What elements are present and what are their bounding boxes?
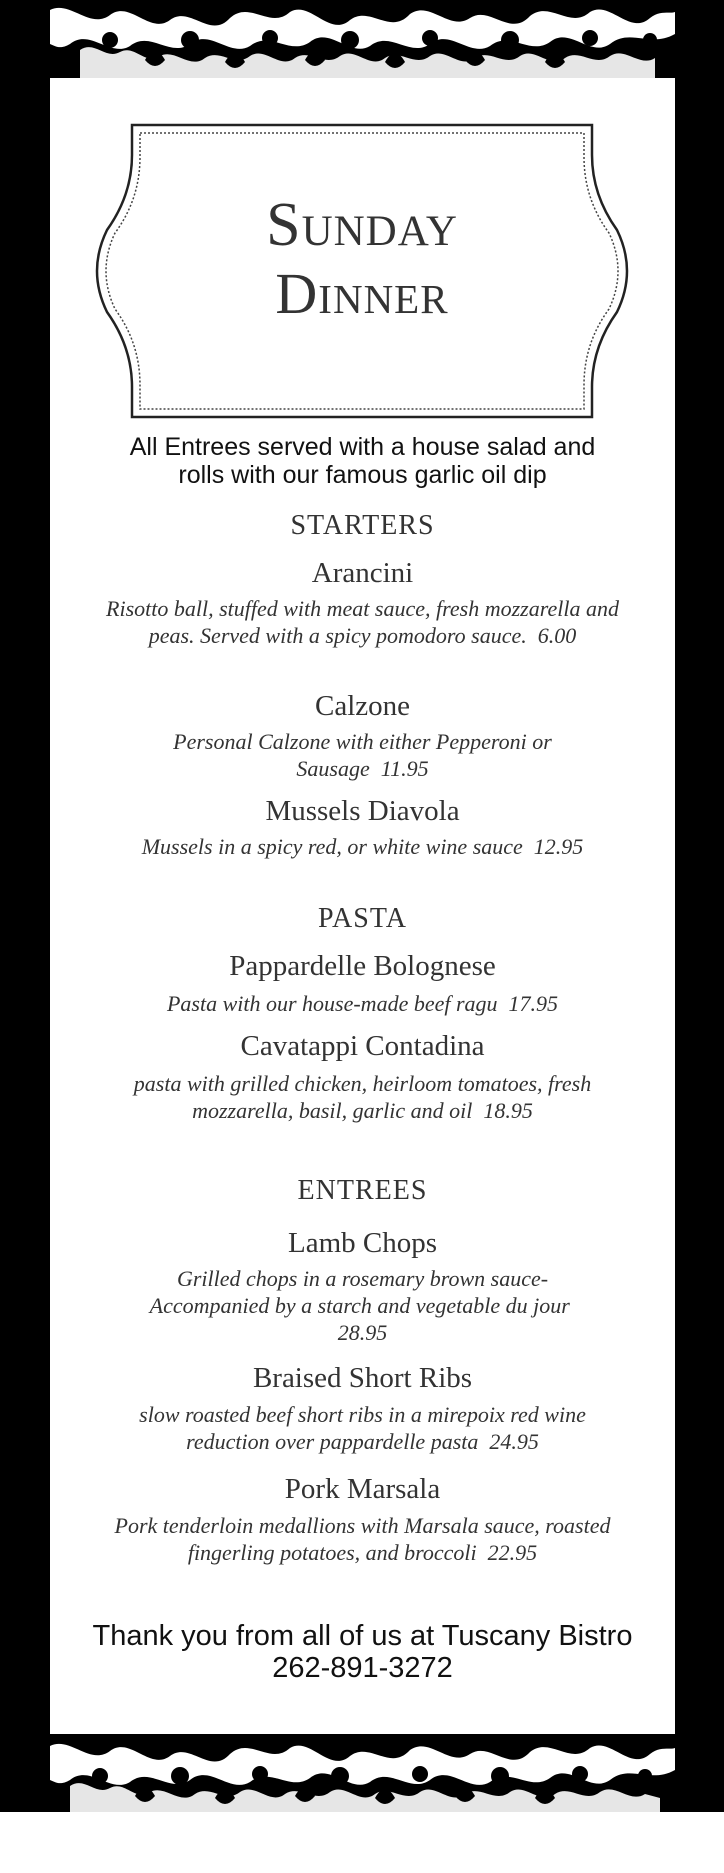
right-border [675,0,724,1812]
item-price: 11.95 [380,756,429,781]
damask-pattern-top [50,0,675,78]
item-desc-pappardelle-bolognese [85,990,640,1017]
item-name-cavatappi-contadina: Cavatappi Contadina [240,1030,485,1062]
item-name-lamb-chops: Lamb Chops [287,1227,438,1259]
item-description: Grilled chops in a rosemary brown sauce- Accompanied by a starch and vegetable du jour [149,1266,570,1318]
item-desc-braised-short-ribs [105,1401,620,1455]
intro-line2: rolls with our famous garlic oil dip [178,461,547,489]
left-border [0,0,50,1812]
bottom-damask-border [50,1734,675,1812]
item-name-braised-short-ribs: Braised Short Ribs [252,1362,473,1394]
item-price: 6.00 [537,623,577,648]
item-desc-cavatappi-contadina [100,1070,625,1124]
menu-title-line2: Dinner [275,261,449,326]
item-price: 17.95 [508,991,559,1016]
item-desc-mussels-diavola [85,833,640,860]
item-description: Mussels in a spicy red, or white wine sauce [141,834,523,859]
item-price: 12.95 [533,834,584,859]
item-price: 28.95 [337,1320,388,1345]
item-name-pork-marsala: Pork Marsala [284,1473,441,1505]
item-description: slow roasted beef short ribs in a mirepoix red wine reduction over pappardelle pasta [139,1402,586,1454]
item-price: 18.95 [483,1098,533,1123]
item-desc-pork-marsala [110,1512,615,1566]
section-heading-starters: STARTERS [290,510,435,541]
footer-phone: 262-891-3272 [272,1652,453,1684]
item-name-arancini: Arancini [311,557,414,589]
item-name-mussels-diavola: Mussels Diavola [265,795,460,827]
item-description: Pasta with our house-made beef ragu [166,991,498,1016]
intro-line1: All Entrees served with a house salad and [129,433,596,461]
damask-pattern-bottom [50,1734,675,1812]
top-damask-border [50,0,675,78]
item-description: Risotto ball, stuffed with meat sauce, fresh mozzarella and peas. Served with a spicy pomodoro sauce. [106,596,619,648]
menu-title-line1: Sunday [266,191,458,259]
item-description: Pork tenderloin medallions with Marsala sauce, roasted fingerling potatoes, and broccoli [114,1513,611,1565]
item-price: 22.95 [487,1540,538,1565]
item-price: 24.95 [489,1429,539,1454]
item-name-pappardelle-bolognese: Pappardelle Bolognese [229,950,496,982]
footer-thanks: Thank you from all of us at Tuscany Bistro [92,1620,633,1652]
item-desc-arancini [90,595,635,649]
item-description: Personal Calzone with either Pepperoni or Sausage [173,729,552,781]
section-heading-entrees: ENTREES [297,1175,428,1206]
item-description: pasta with grilled chicken, heirloom tomatoes, fresh mozzarella, basil, garlic and oil [133,1071,592,1123]
section-heading-pasta: PASTA [318,903,407,934]
item-name-calzone: Calzone [314,690,410,722]
item-desc-lamb-chops [140,1265,585,1346]
item-desc-calzone [135,728,590,782]
